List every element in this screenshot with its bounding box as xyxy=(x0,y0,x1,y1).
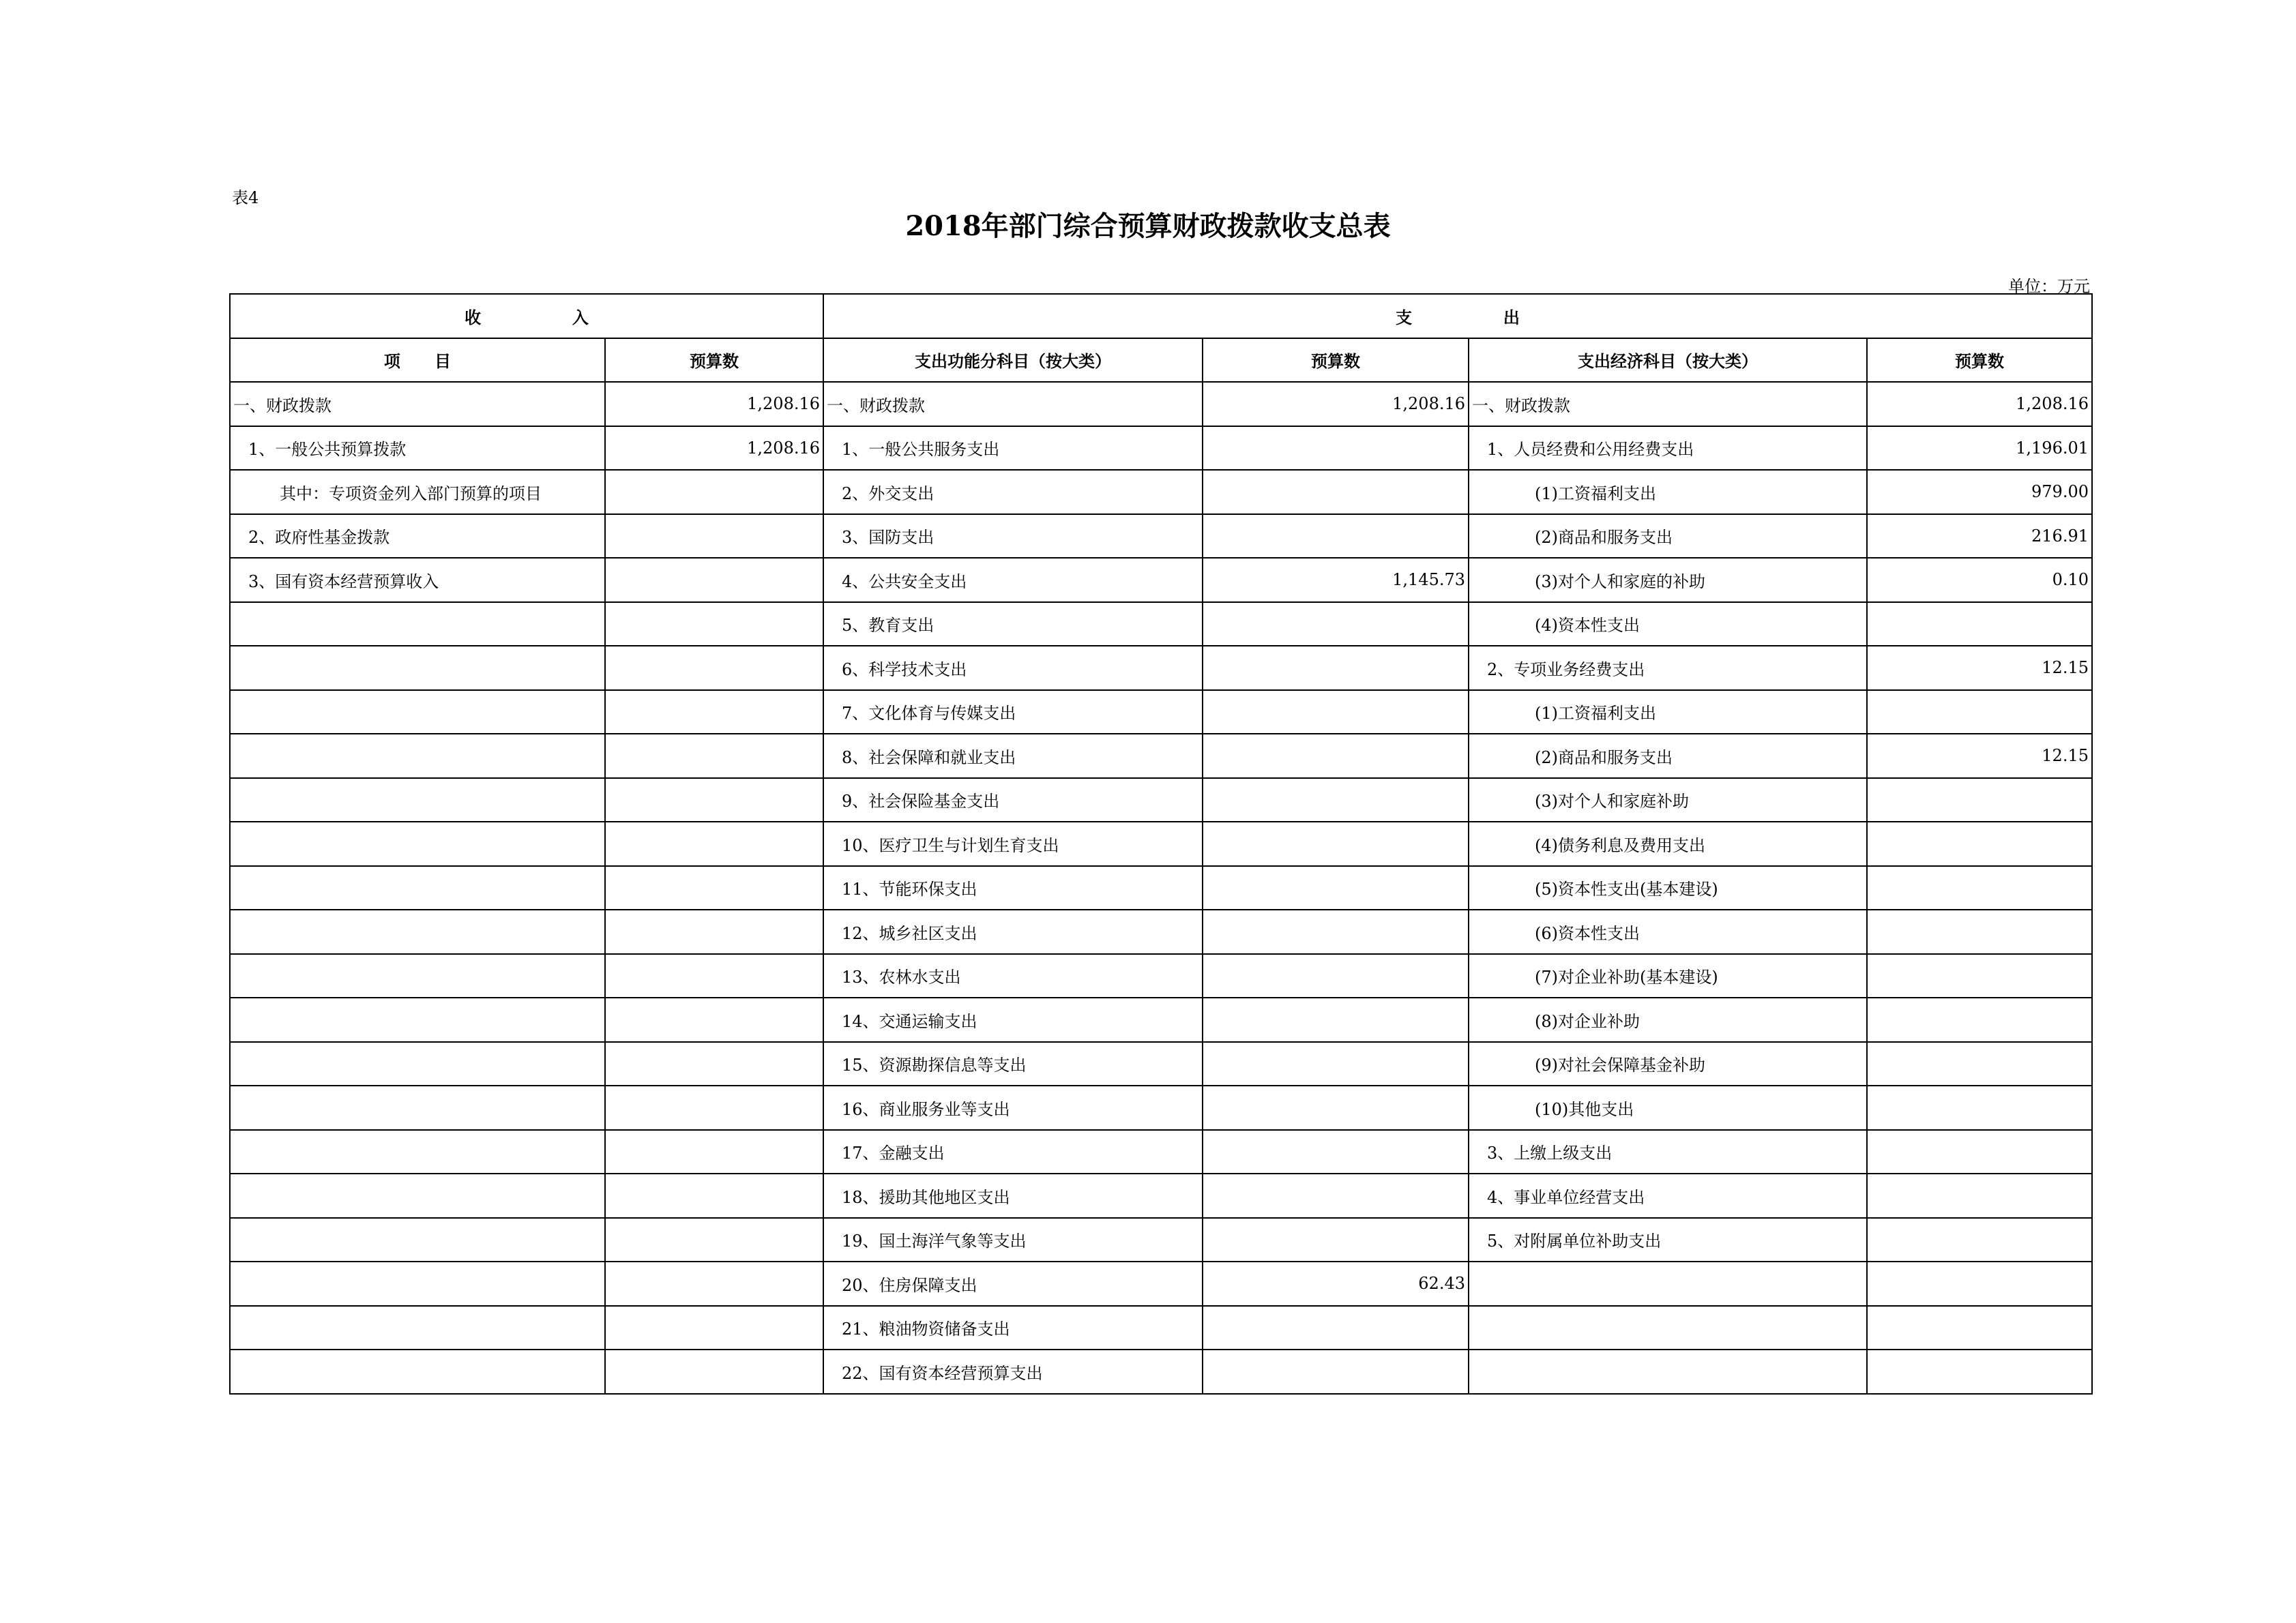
income-budget-cell xyxy=(605,910,823,954)
income-budget-cell xyxy=(605,1218,823,1262)
col-header-income-budget: 预算数 xyxy=(605,338,823,383)
func-budget-cell xyxy=(1203,1130,1469,1174)
col-header-item: 项 目 xyxy=(230,338,605,383)
econ-item-cell: 4、事业单位经营支出 xyxy=(1469,1174,1867,1218)
income-item-cell: 2、政府性基金拨款 xyxy=(230,514,605,559)
func-budget-cell xyxy=(1203,1350,1469,1394)
func-item-cell: 14、交通运输支出 xyxy=(823,998,1203,1042)
table-row xyxy=(230,426,2092,471)
table-row xyxy=(230,910,2092,954)
income-budget-cell xyxy=(605,822,823,866)
income-budget-cell xyxy=(605,470,823,514)
econ-item-cell xyxy=(1469,1262,1867,1306)
func-item-cell: 7、文化体育与传媒支出 xyxy=(823,690,1203,734)
income-budget-cell xyxy=(605,778,823,822)
econ-item-cell: (5)资本性支出(基本建设) xyxy=(1469,866,1867,910)
income-budget-cell xyxy=(605,1086,823,1130)
col-header-func-subject: 支出功能分科目（按大类） xyxy=(823,338,1203,383)
func-item-cell: 9、社会保险基金支出 xyxy=(823,778,1203,822)
income-item-cell: 3、国有资本经营预算收入 xyxy=(230,558,605,602)
func-item-cell: 一、财政拨款 xyxy=(823,382,1203,426)
func-budget-cell xyxy=(1203,426,1469,471)
income-budget-cell xyxy=(605,558,823,602)
func-budget-cell xyxy=(1203,778,1469,822)
table-row xyxy=(230,646,2092,690)
income-budget-cell xyxy=(605,1042,823,1086)
income-item-cell xyxy=(230,1042,605,1086)
table-row xyxy=(230,1086,2092,1130)
func-budget-cell xyxy=(1203,910,1469,954)
econ-budget-cell: 1,208.16 xyxy=(1867,382,2092,426)
table-row xyxy=(230,690,2092,734)
income-header: 收 入 xyxy=(230,294,823,338)
income-budget-cell xyxy=(605,1130,823,1174)
econ-budget-cell xyxy=(1867,998,2092,1042)
func-budget-cell xyxy=(1203,1174,1469,1218)
func-item-cell: 6、科学技术支出 xyxy=(823,646,1203,690)
func-budget-cell xyxy=(1203,1306,1469,1350)
table-row xyxy=(230,382,2092,426)
econ-budget-cell: 12.15 xyxy=(1867,646,2092,690)
econ-budget-cell xyxy=(1867,822,2092,866)
page-title: 2018年部门综合预算财政拨款收支总表 xyxy=(905,210,1391,242)
func-item-cell: 4、公共安全支出 xyxy=(823,558,1203,602)
econ-budget-cell xyxy=(1867,910,2092,954)
table-row xyxy=(230,514,2092,559)
income-budget-cell: 1,208.16 xyxy=(605,426,823,471)
income-item-cell: 一、财政拨款 xyxy=(230,382,605,426)
econ-budget-cell xyxy=(1867,1262,2092,1306)
econ-item-cell: 2、专项业务经费支出 xyxy=(1469,646,1867,690)
func-budget-cell xyxy=(1203,866,1469,910)
income-budget-cell xyxy=(605,646,823,690)
income-item-cell xyxy=(230,1262,605,1306)
econ-budget-cell xyxy=(1867,1306,2092,1350)
func-item-cell: 12、城乡社区支出 xyxy=(823,910,1203,954)
econ-budget-cell xyxy=(1867,954,2092,998)
table-row xyxy=(230,778,2092,822)
table-row xyxy=(230,1174,2092,1218)
table-row xyxy=(230,734,2092,778)
income-item-cell xyxy=(230,1218,605,1262)
income-item-cell xyxy=(230,998,605,1042)
econ-item-cell: (4)资本性支出 xyxy=(1469,602,1867,646)
budget-table xyxy=(229,293,2093,1395)
econ-budget-cell xyxy=(1867,866,2092,910)
func-item-cell: 18、援助其他地区支出 xyxy=(823,1174,1203,1218)
func-budget-cell xyxy=(1203,602,1469,646)
income-budget-cell xyxy=(605,602,823,646)
econ-item-cell: 5、对附属单位补助支出 xyxy=(1469,1218,1867,1262)
income-budget-cell xyxy=(605,1350,823,1394)
func-budget-cell xyxy=(1203,1042,1469,1086)
func-item-cell: 20、住房保障支出 xyxy=(823,1262,1203,1306)
func-budget-cell xyxy=(1203,1218,1469,1262)
econ-item-cell: (1)工资福利支出 xyxy=(1469,470,1867,514)
econ-item-cell: (2)商品和服务支出 xyxy=(1469,514,1867,559)
table-row xyxy=(230,1350,2092,1394)
unit-label: 单位：万元 xyxy=(2008,277,2090,296)
func-item-cell: 11、节能环保支出 xyxy=(823,866,1203,910)
econ-item-cell: (3)对个人和家庭的补助 xyxy=(1469,558,1867,602)
table-row xyxy=(230,602,2092,646)
econ-budget-cell xyxy=(1867,602,2092,646)
econ-budget-cell xyxy=(1867,1042,2092,1086)
income-item-cell xyxy=(230,1086,605,1130)
econ-item-cell: 3、上缴上级支出 xyxy=(1469,1130,1867,1174)
income-item-cell xyxy=(230,734,605,778)
func-item-cell: 13、农林水支出 xyxy=(823,954,1203,998)
income-item-cell xyxy=(230,1306,605,1350)
income-item-cell xyxy=(230,822,605,866)
header-row-top xyxy=(230,294,2092,338)
income-item-cell xyxy=(230,954,605,998)
econ-budget-cell xyxy=(1867,1218,2092,1262)
func-budget-cell: 1,208.16 xyxy=(1203,382,1469,426)
income-item-cell xyxy=(230,690,605,734)
func-budget-cell xyxy=(1203,514,1469,559)
econ-item-cell: (10)其他支出 xyxy=(1469,1086,1867,1130)
table-row xyxy=(230,1306,2092,1350)
econ-item-cell: (3)对个人和家庭补助 xyxy=(1469,778,1867,822)
income-item-cell xyxy=(230,1130,605,1174)
func-item-cell: 10、医疗卫生与计划生育支出 xyxy=(823,822,1203,866)
econ-budget-cell xyxy=(1867,1130,2092,1174)
income-budget-cell xyxy=(605,866,823,910)
income-item-cell xyxy=(230,778,605,822)
econ-budget-cell xyxy=(1867,778,2092,822)
econ-budget-cell: 1,196.01 xyxy=(1867,426,2092,471)
func-budget-cell xyxy=(1203,822,1469,866)
func-budget-cell xyxy=(1203,690,1469,734)
table-row xyxy=(230,998,2092,1042)
income-budget-cell xyxy=(605,514,823,559)
income-budget-cell xyxy=(605,734,823,778)
econ-budget-cell: 0.10 xyxy=(1867,558,2092,602)
table-number: 表4 xyxy=(232,188,259,207)
func-budget-cell xyxy=(1203,954,1469,998)
econ-item-cell: (7)对企业补助(基本建设) xyxy=(1469,954,1867,998)
income-item-cell xyxy=(230,866,605,910)
table-row xyxy=(230,1130,2092,1174)
income-item-cell: 其中：专项资金列入部门预算的项目 xyxy=(230,470,605,514)
func-budget-cell: 1,145.73 xyxy=(1203,558,1469,602)
econ-item-cell: (6)资本性支出 xyxy=(1469,910,1867,954)
econ-item-cell: 一、财政拨款 xyxy=(1469,382,1867,426)
econ-item-cell xyxy=(1469,1306,1867,1350)
econ-item-cell: (9)对社会保障基金补助 xyxy=(1469,1042,1867,1086)
income-item-cell xyxy=(230,1350,605,1394)
income-item-cell: 1、一般公共预算拨款 xyxy=(230,426,605,471)
table-row xyxy=(230,1218,2092,1262)
econ-item-cell: (1)工资福利支出 xyxy=(1469,690,1867,734)
econ-budget-cell xyxy=(1867,690,2092,734)
func-item-cell: 5、教育支出 xyxy=(823,602,1203,646)
col-header-econ-budget: 预算数 xyxy=(1867,338,2092,383)
func-budget-cell xyxy=(1203,998,1469,1042)
func-budget-cell xyxy=(1203,470,1469,514)
income-item-cell xyxy=(230,910,605,954)
econ-item-cell xyxy=(1469,1350,1867,1394)
econ-budget-cell: 12.15 xyxy=(1867,734,2092,778)
econ-item-cell: (2)商品和服务支出 xyxy=(1469,734,1867,778)
func-item-cell: 16、商业服务业等支出 xyxy=(823,1086,1203,1130)
func-item-cell: 21、粮油物资储备支出 xyxy=(823,1306,1203,1350)
func-item-cell: 8、社会保障和就业支出 xyxy=(823,734,1203,778)
func-item-cell: 15、资源勘探信息等支出 xyxy=(823,1042,1203,1086)
func-budget-cell xyxy=(1203,646,1469,690)
func-item-cell: 22、国有资本经营预算支出 xyxy=(823,1350,1203,1394)
income-budget-cell xyxy=(605,1262,823,1306)
func-budget-cell: 62.43 xyxy=(1203,1262,1469,1306)
table-row xyxy=(230,822,2092,866)
econ-budget-cell: 979.00 xyxy=(1867,470,2092,514)
table-row xyxy=(230,866,2092,910)
func-item-cell: 17、金融支出 xyxy=(823,1130,1203,1174)
expense-header: 支 出 xyxy=(823,294,2092,338)
table-row xyxy=(230,470,2092,514)
func-budget-cell xyxy=(1203,734,1469,778)
income-item-cell xyxy=(230,1174,605,1218)
income-budget-cell xyxy=(605,690,823,734)
econ-budget-cell xyxy=(1867,1174,2092,1218)
func-item-cell: 1、一般公共服务支出 xyxy=(823,426,1203,471)
income-budget-cell xyxy=(605,998,823,1042)
income-budget-cell xyxy=(605,1306,823,1350)
col-header-econ-subject: 支出经济科目（按大类） xyxy=(1469,338,1867,383)
econ-item-cell: (4)债务利息及费用支出 xyxy=(1469,822,1867,866)
table-row xyxy=(230,954,2092,998)
income-item-cell xyxy=(230,602,605,646)
econ-item-cell: (8)对企业补助 xyxy=(1469,998,1867,1042)
econ-budget-cell xyxy=(1867,1086,2092,1130)
header-row-columns xyxy=(230,338,2092,383)
table-row xyxy=(230,558,2092,602)
func-item-cell: 19、国土海洋气象等支出 xyxy=(823,1218,1203,1262)
table-row xyxy=(230,1262,2092,1306)
econ-budget-cell: 216.91 xyxy=(1867,514,2092,559)
econ-item-cell: 1、人员经费和公用经费支出 xyxy=(1469,426,1867,471)
func-item-cell: 3、国防支出 xyxy=(823,514,1203,559)
income-item-cell xyxy=(230,646,605,690)
col-header-func-budget: 预算数 xyxy=(1203,338,1469,383)
income-budget-cell: 1,208.16 xyxy=(605,382,823,426)
income-budget-cell xyxy=(605,1174,823,1218)
func-budget-cell xyxy=(1203,1086,1469,1130)
table-row xyxy=(230,1042,2092,1086)
econ-budget-cell xyxy=(1867,1350,2092,1394)
func-item-cell: 2、外交支出 xyxy=(823,470,1203,514)
income-budget-cell xyxy=(605,954,823,998)
